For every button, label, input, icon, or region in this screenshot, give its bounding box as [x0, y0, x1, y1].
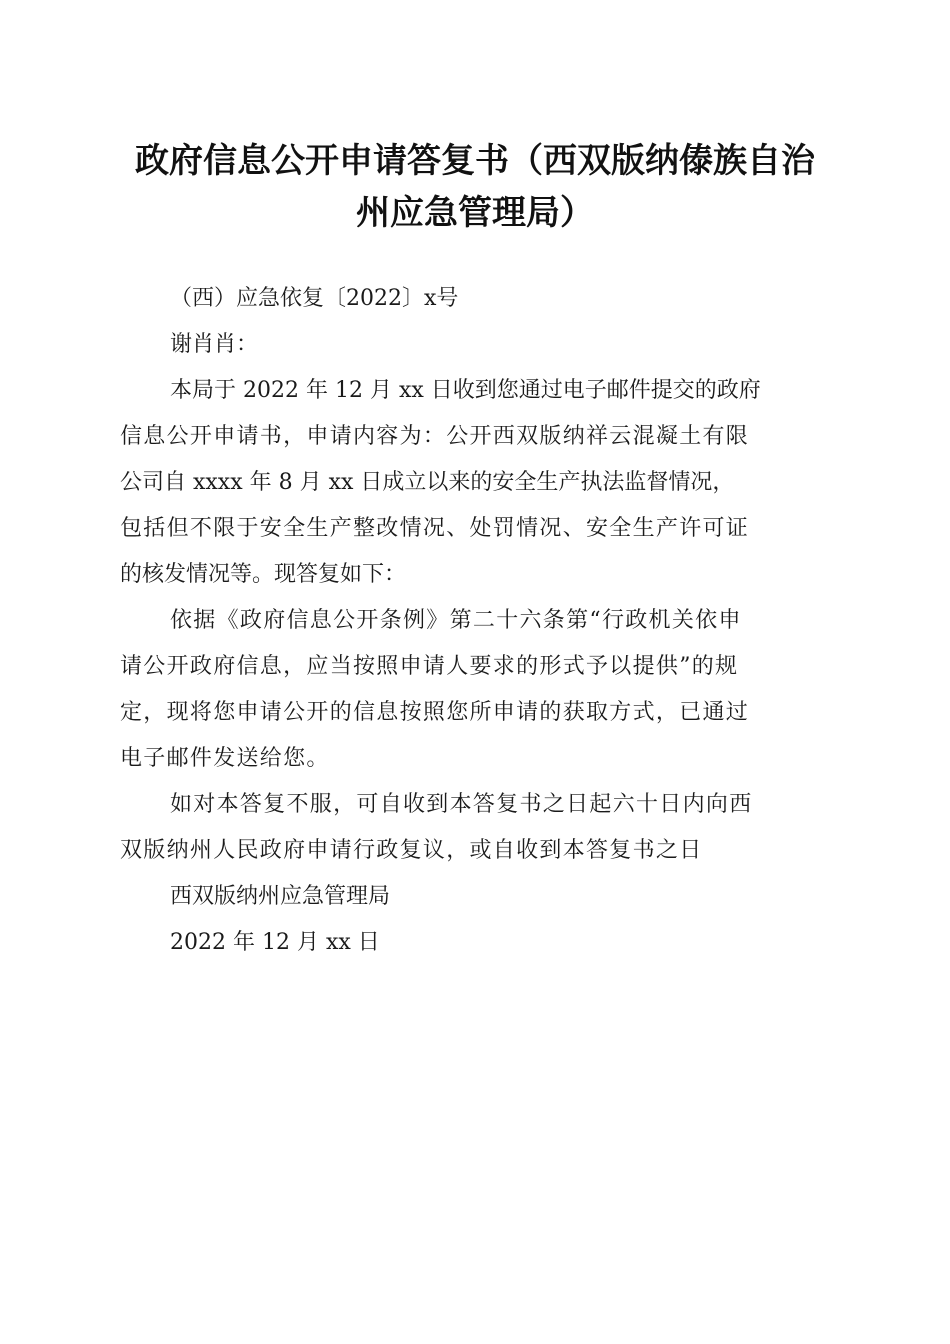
- paragraph-line: 双版纳州人民政府申请行政复议，或自收到本答复书之日: [120, 838, 703, 863]
- salutation: 谢肖肖：: [170, 332, 259, 357]
- paragraph-line: 定，现将您申请公开的信息按照您所申请的获取方式，已通过: [120, 700, 750, 725]
- paragraph-line: 电子邮件发送给您。: [120, 746, 330, 771]
- document-body: [120, 276, 832, 966]
- paragraph-line: 信息公开申请书，申请内容为：公开西双版纳祥云混凝土有限: [120, 424, 750, 449]
- document-title: [100, 135, 850, 239]
- paragraph-line: 请公开政府信息，应当按照申请人要求的形式予以提供”的规: [120, 654, 739, 679]
- paragraph-2: [120, 598, 832, 782]
- paragraph-1: [120, 368, 832, 598]
- paragraph-line: 公司自 xxxx 年 8 月 xx 日成立以来的安全生产执法监督情况，: [120, 470, 735, 495]
- paragraph-line: 包括但不限于安全生产整改情况、处罚情况、安全生产许可证: [120, 516, 750, 541]
- document-date: 2022 年 12 月 xx 日: [170, 930, 380, 955]
- title-line-1: 政府信息公开申请答复书（西双版纳傣族自治: [135, 141, 815, 181]
- paragraph-line: 依据《政府信息公开条例》第二十六条第“行政机关依申: [170, 608, 742, 633]
- title-line-2: 州应急管理局）: [356, 193, 594, 233]
- signature: 西双版纳州应急管理局: [170, 884, 391, 909]
- paragraph-3: [120, 782, 832, 874]
- document-number: （西）应急依复〔2022〕x号: [170, 286, 459, 311]
- paragraph-line: 本局于 2022 年 12 月 xx 日收到您通过电子邮件提交的政府: [170, 378, 761, 403]
- paragraph-line: 的核发情况等。现答复如下：: [120, 562, 407, 587]
- paragraph-line: 如对本答复不服，可自收到本答复书之日起六十日内向西: [170, 792, 753, 817]
